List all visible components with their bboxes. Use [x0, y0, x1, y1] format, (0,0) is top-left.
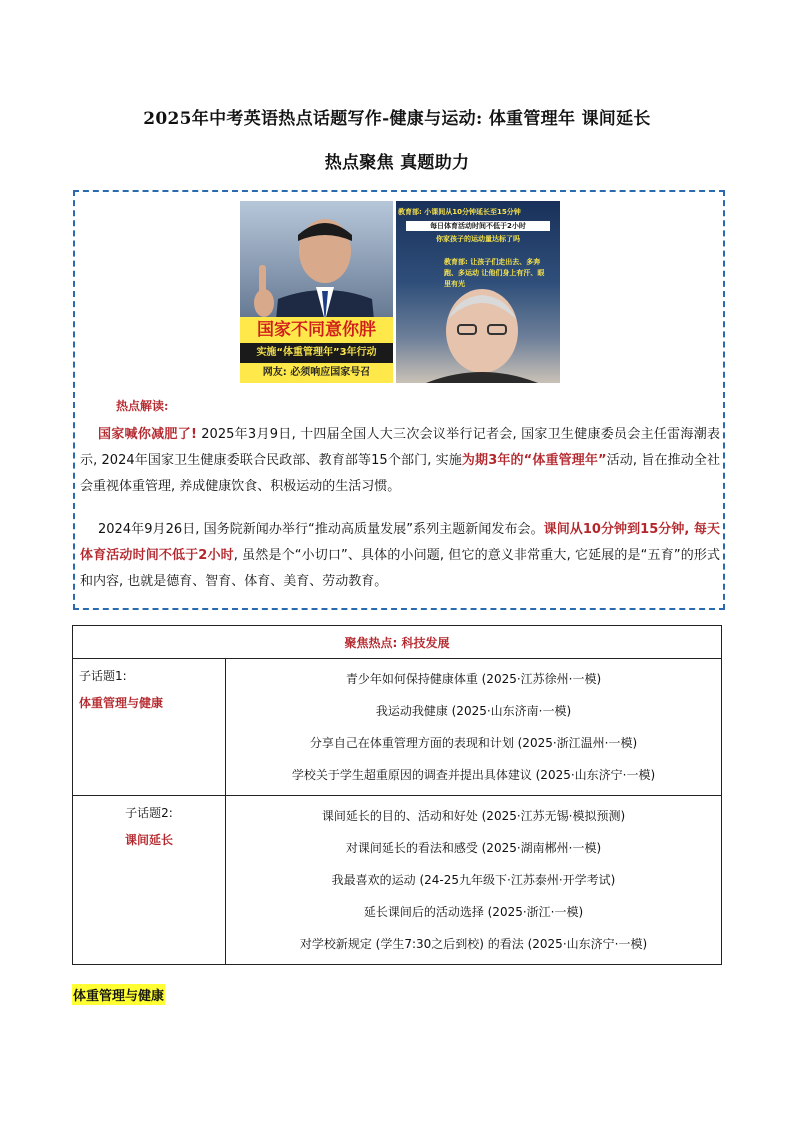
topic-item: 分享自己在体重管理方面的表现和计划 (2025·浙江温州·一模) [309, 736, 638, 750]
interpretation-paragraph-1 [80, 422, 720, 500]
paragraph-text: 活动, 旨在推动全社会重视体重管理, 养成健康饮食、积极运动的生活习惯。 [80, 453, 721, 494]
paragraph-text: , 虽然是个“小切口”、具体的小问题, 但它的意义非常重大, 它延展的是“五育”的形式和内容, 也就是德育、智育、体育、美育、劳动教育。 [80, 548, 721, 589]
section-heading: 体重管理与健康 [72, 984, 165, 1005]
official-illustration [396, 201, 560, 383]
subtopic-label-cell [73, 659, 226, 796]
topic-item: 对课间延长的看法和感受 (2025·湖南郴州·一模) [345, 841, 602, 855]
banner-main: 国家不同意你胖 [240, 317, 393, 343]
topic-item: 学校关于学生超重原因的调查并提出具体建议 (2025·山东济宁·一模) [291, 768, 656, 782]
news-photo-left [240, 201, 393, 383]
table-header: 聚焦热点: 科技发展 [73, 626, 722, 659]
subtopic-label: 子话题1: [79, 669, 127, 683]
page-title: 2025年中考英语热点话题写作-健康与运动: 体重管理年 课间延长 [143, 109, 651, 129]
topic-item: 我最喜欢的运动 (24-25九年级下·江苏泰州·开学考试) [331, 873, 616, 887]
subtopic-name: 体重管理与健康 [79, 696, 164, 710]
topic-item: 我运动我健康 (2025·山东济南·一模) [375, 704, 572, 718]
interpretation-paragraph-2 [80, 517, 720, 595]
table-row [73, 796, 722, 965]
caption-recess: 教育部: 小课间从10分钟延长至15分钟 [398, 208, 521, 216]
caption-sports-time: 每日体育活动时间不低于2小时 [406, 221, 550, 231]
table-row [73, 659, 722, 796]
caption-question: 你家孩子的运动量达标了吗 [436, 235, 520, 243]
news-photo-right [396, 201, 560, 383]
paragraph-emphasis: 课间从10分钟到15分钟, 每天体育活动时间不低于2小时 [80, 522, 720, 563]
topics-table [72, 625, 722, 965]
topic-item: 课间延长的目的、活动和好处 (2025·江苏无锡·模拟预测) [321, 809, 626, 823]
subtopic-label: 子话题2: [125, 806, 173, 820]
subtopic-items-cell [226, 796, 722, 965]
paragraph-text: 2025年3月9日, 十四届全国人大三次会议举行记者会, 国家卫生健康委员会主任雷海潮表示, 2024年国家卫生健康委联合民政部、教育部等15个部门, 实施 [80, 427, 720, 468]
subtopic-items-cell [226, 659, 722, 796]
topic-item: 延长课间后的活动选择 (2025·浙江·一模) [363, 905, 584, 919]
topic-item: 青少年如何保持健康体重 (2025·江苏徐州·一模) [345, 672, 602, 686]
paragraph-lead: 国家喊你减肥了! [98, 427, 197, 442]
subtopic-label-cell [73, 796, 226, 965]
banner-netizen: 网友: 必须响应国家号召 [240, 363, 393, 383]
paragraph-emphasis: 为期3年的“体重管理年” [461, 453, 607, 468]
topic-item: 对学校新规定 (学生7:30之后到校) 的看法 (2025·山东济宁·一模) [299, 937, 648, 951]
interpretation-label: 热点解读: [116, 399, 169, 413]
paragraph-text: 2024年9月26日, 国务院新闻办举行“推动高质量发展”系列主题新闻发布会。 [98, 522, 544, 537]
banner-sub: 实施“体重管理年”3年行动 [240, 343, 393, 363]
subtopic-name: 课间延长 [124, 833, 173, 847]
page-subtitle: 热点聚焦 真题助力 [324, 153, 470, 173]
caption-ministry-quote: 教育部: 让孩子们走出去、多奔跑、多运动 让他们身上有汗、眼里有光 [444, 258, 545, 288]
